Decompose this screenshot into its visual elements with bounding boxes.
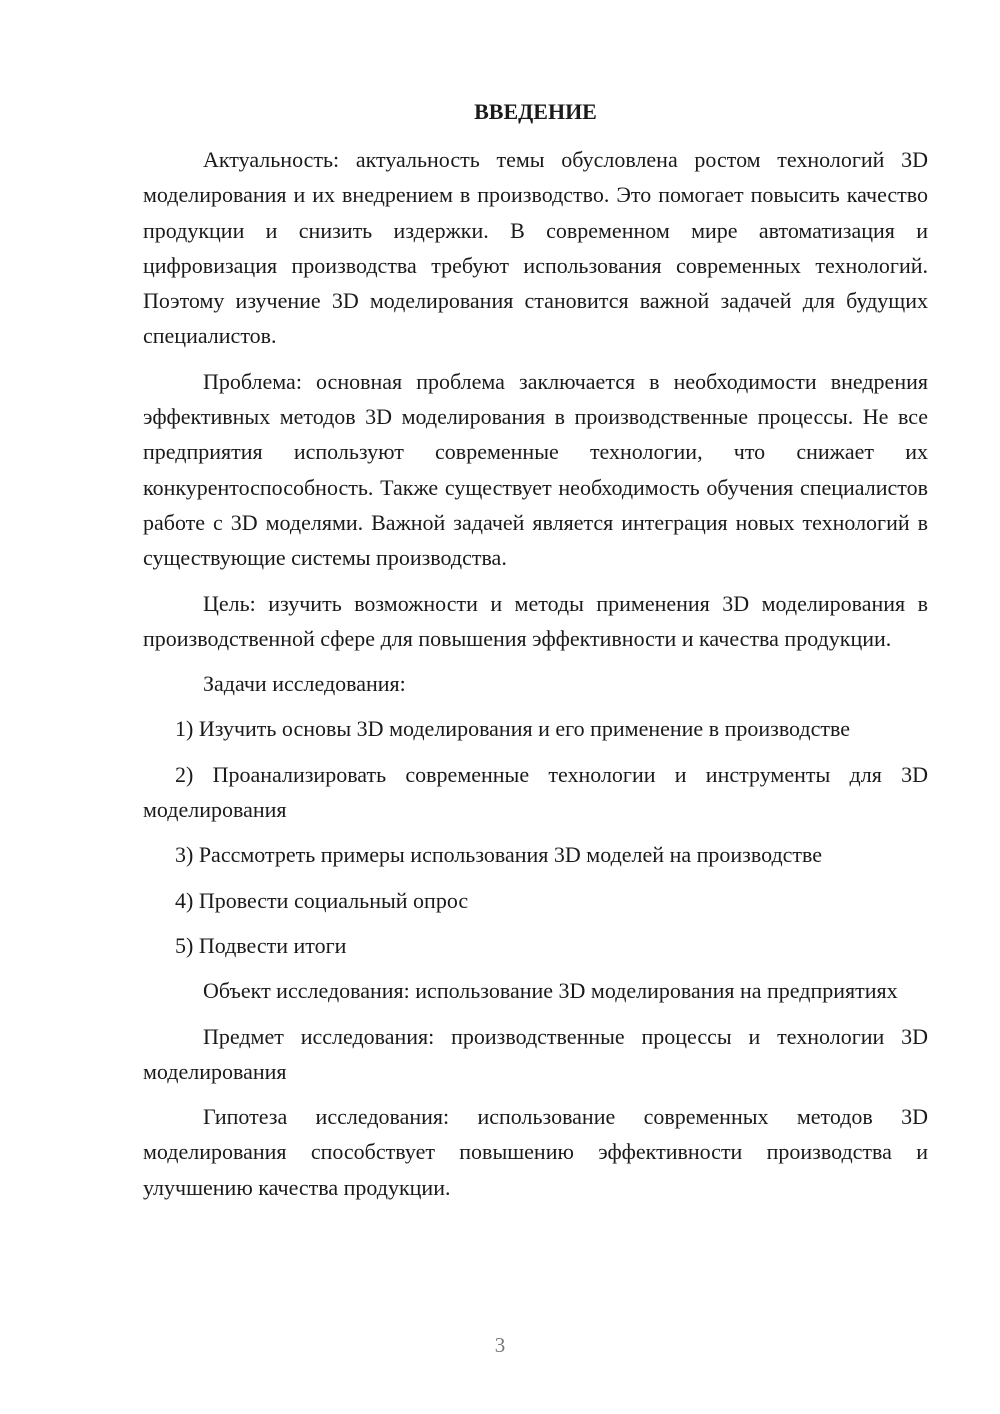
paragraph-hypothesis: Гипотеза исследования: использование современных методов 3D моделирования способствует повышению эффективности производства и улучшению качества продукции. — [143, 1104, 928, 1200]
page-number: 3 — [494, 1333, 506, 1357]
paragraph-relevance: Актуальность: актуальность темы обусловлена ростом технологий 3D моделирования и их внедрением в производство. Это помогает повысить качество продукции и снизить издержки. В современном мире автоматизация и цифровизация производства требуют использования современных технологий. Поэтому изучение 3D моделирования становится важной задачей для будущих специалистов. — [143, 147, 928, 349]
paragraph-subject: Предмет исследования: производственные процессы и технологии 3D моделирования — [143, 1023, 928, 1084]
task-item: 5) Подвести итоги — [175, 932, 347, 958]
paragraph-problem: Проблема: основная проблема заключается в необходимости внедрения эффективных методов 3D моделирования в производственные процессы. Не все предприятия используют современные технологии, что снижает их конкурентоспособность. Также существует необходимость обучения специалистов работе с 3D моделями. Важной задачей является интеграция новых технологий в существующие системы производства. — [143, 368, 928, 571]
task-item: 4) Провести социальный опрос — [175, 887, 469, 913]
paragraph-tasks-heading: Задачи исследования: — [203, 671, 406, 697]
section-title: ВВЕДЕНИЕ — [474, 99, 597, 124]
document-page — [143, 94, 928, 1215]
paragraph-goal: Цель: изучить возможности и методы применения 3D моделирования в производственной сфере для повышения эффективности и качества продукции. — [143, 590, 928, 651]
task-item: 3) Рассмотреть примеры использования 3D моделей на производстве — [175, 842, 823, 868]
task-item: 1) Изучить основы 3D моделирования и его применение в производстве — [175, 716, 851, 742]
task-item: 2) Проанализировать современные технологии и инструменты для 3D моделирования — [143, 761, 928, 823]
paragraph-object: Объект исследования: использование 3D моделирования на предприятиях — [203, 978, 898, 1004]
